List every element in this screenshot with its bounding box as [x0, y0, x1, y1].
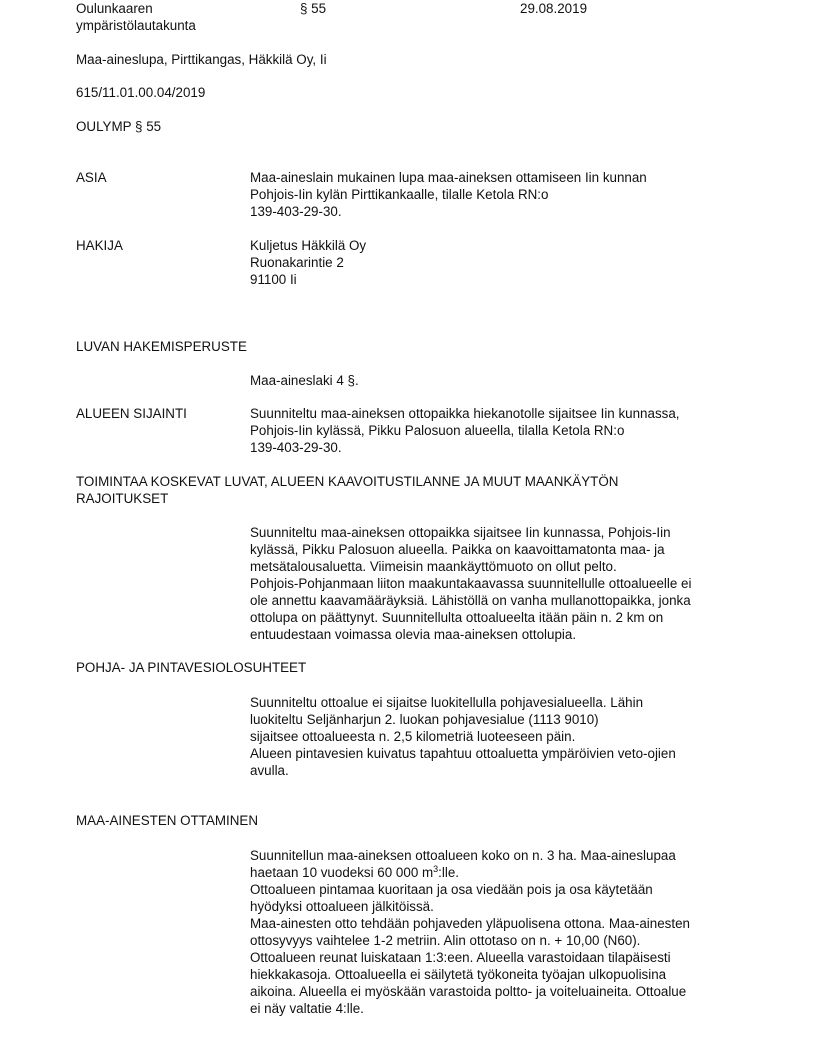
pohjavesi-line: Suunniteltu ottoalue ei sijaitse luokitellulla pohjavesialueella. Lähin — [250, 695, 644, 710]
header-organization-line-1: Oulunkaaren — [76, 1, 153, 16]
header-date: 29.08.2019 — [520, 1, 588, 16]
toimintaa-line: Suunniteltu maa-aineksen ottopaikka sijaitsee Iin kunnassa, Pohjois-Iin — [250, 525, 671, 540]
ottaminen-line: aikoina. Alueella ei myöskään varastoida poltto- ja voiteluaineita. Ottoalue — [250, 984, 687, 999]
document-reference: 615/11.01.00.04/2019 — [76, 85, 206, 100]
toimintaa-heading-line: RAJOITUKSET — [76, 491, 169, 506]
pohjavesi-line: sijaitsee ottoalueesta n. 2,5 kilometriä luoteeseen päin. — [250, 729, 576, 744]
asia-line: Maa-aineslain mukainen lupa maa-aineksen ottamiseen Iin kunnan — [250, 170, 647, 185]
toimintaa-line: ottolupa on päättynyt. Suunnitellulta ottoalueelta itään päin n. 2 km on — [250, 610, 664, 625]
toimintaa-line: entuudestaan voimassa olevia maa-aineksen ottolupia. — [250, 627, 577, 642]
toimintaa-line: metsätalousaluetta. Viimeisin maankäyttömuoto on ollut pelto. — [250, 559, 617, 574]
ottaminen-line: Suunnitellun maa-aineksen ottoalueen koko on n. 3 ha. Maa-aineslupaa — [250, 848, 676, 863]
pohjavesi-line: Alueen pintavesien kuivatus tapahtuu ottoaluetta ympäröivien veto-ojien — [250, 746, 676, 761]
ottaminen-volume-suffix: :lle. — [438, 865, 459, 880]
toimintaa-line: Pohjois-Pohjanmaan liiton maakuntakaavassa suunnitellulle ottoalueelle ei — [250, 576, 692, 591]
ottaminen-volume-prefix: haetaan 10 vuodeksi 60 000 m — [250, 865, 434, 880]
luvan-hakemisperuste-text: Maa-aineslaki 4 §. — [250, 373, 359, 388]
alueen-sijainti-line: Pohjois-Iin kylässä, Pikku Palosuon alueella, tilalla Ketola RN:o — [250, 423, 625, 438]
asia-line: Pohjois-Iin kylän Pirttikankaalle, tilalle Ketola RN:o — [250, 187, 549, 202]
ottaminen-line-volume — [250, 864, 690, 881]
hakija-line: Ruonakarintie 2 — [250, 255, 344, 270]
ottaminen-line: Ottoalueen pintamaa kuoritaan ja osa viedään pois ja osa käytetään — [250, 882, 653, 897]
ottaminen-line: ei näy valtatie 4:lle. — [250, 1001, 364, 1016]
alueen-sijainti-line: 139-403-29-30. — [250, 440, 342, 455]
asia-line: 139-403-29-30. — [250, 204, 342, 219]
alueen-sijainti-label: ALUEEN SIJAINTI — [76, 406, 187, 421]
ottaminen-heading: MAA-AINESTEN OTTAMINEN — [76, 813, 259, 828]
header-organization — [76, 0, 196, 34]
hakija-line: Kuljetus Häkkilä Oy — [250, 238, 367, 253]
pohjavesi-text — [250, 694, 676, 779]
hakija-label: HAKIJA — [76, 238, 123, 253]
pohjavesi-line: luokiteltu Seljänharjun 2. luokan pohjavesialue (1113 9010) — [250, 712, 599, 727]
hakija-text — [250, 237, 366, 288]
ottaminen-line: Maa-ainesten otto tehdään pohjaveden yläpuolisena ottona. Maa-ainesten — [250, 916, 690, 931]
alueen-sijainti-text — [250, 405, 680, 456]
minutes-reference: OULYMP § 55 — [76, 119, 162, 134]
header-section: § 55 — [300, 1, 327, 16]
cubic-superscript: 3 — [433, 864, 439, 874]
ottaminen-line: hyödyksi ottoalueen jälkitöissä. — [250, 899, 434, 914]
hakija-line: 91100 Ii — [250, 272, 297, 287]
toimintaa-heading-line: TOIMINTAA KOSKEVAT LUVAT, ALUEEN KAAVOITUSTILANNE JA MUUT MAANKÄYTÖN — [76, 474, 619, 489]
toimintaa-text — [250, 524, 691, 643]
toimintaa-line: kylässä, Pikku Palosuon alueella. Paikka on kaavoittamatonta maa- ja — [250, 542, 665, 557]
ottaminen-line: Ottoalueen reunat luiskataan 1:3:een. Alueella varastoidaan tilapäisesti — [250, 950, 671, 965]
pohjavesi-line: avulla. — [250, 763, 289, 778]
toimintaa-heading — [76, 473, 618, 507]
document-title: Maa-aineslupa, Pirttikangas, Häkkilä Oy, Ii — [76, 52, 327, 67]
pohjavesi-heading: POHJA- JA PINTAVESIOLOSUHTEET — [76, 660, 307, 675]
toimintaa-line: ole annettu kaavamääräyksiä. Lähistöllä on vanha mullanottopaikka, jonka — [250, 593, 691, 608]
asia-text — [250, 169, 647, 220]
header-organization-line-2: ympäristölautakunta — [76, 18, 196, 33]
alueen-sijainti-line: Suunniteltu maa-aineksen ottopaikka hiekanotolle sijaitsee Iin kunnassa, — [250, 406, 680, 421]
asia-label: ASIA — [76, 170, 107, 185]
ottaminen-line: hiekkakasoja. Ottoalueella ei säilytetä työkoneita työajan ulkopuolisina — [250, 967, 667, 982]
ottaminen-text — [250, 847, 690, 1017]
luvan-hakemisperuste-heading: LUVAN HAKEMISPERUSTE — [76, 339, 247, 354]
ottaminen-line: ottosyvyys vaihtelee 1-2 metriin. Alin ottotaso on n. + 10,00 (N60). — [250, 933, 641, 948]
